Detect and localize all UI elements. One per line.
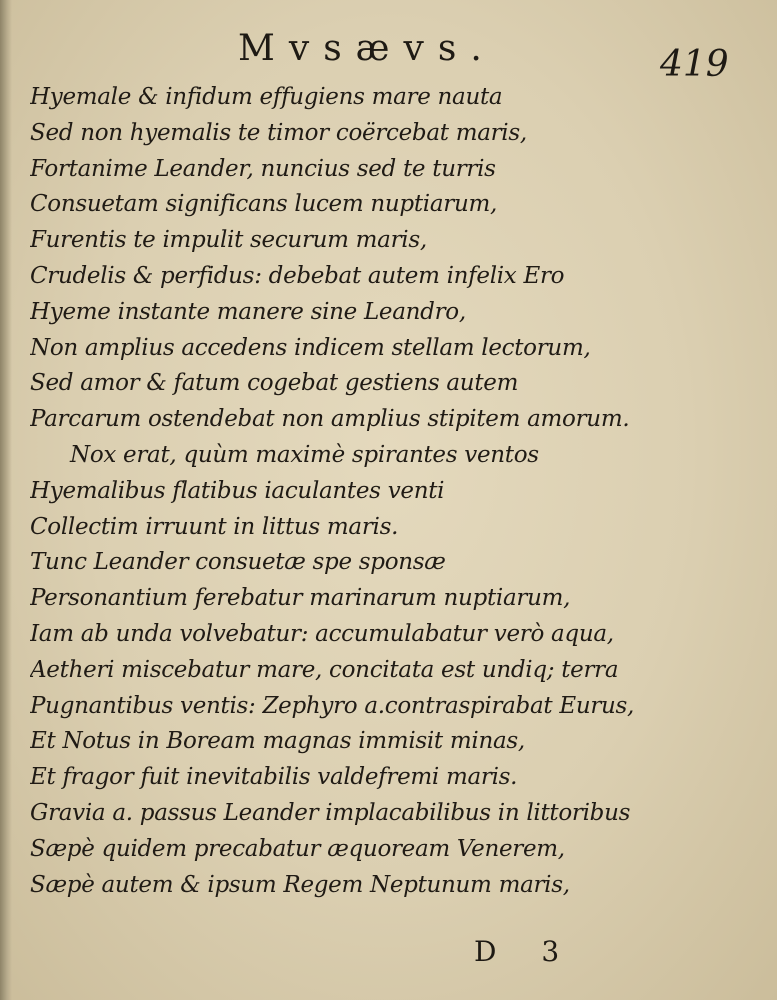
verse-line: Tunc Leander consuetæ spe sponsæ bbox=[30, 549, 446, 576]
signature-mark: D 3 bbox=[474, 935, 578, 968]
verse-line: Gravia a. passus Leander implacabilibus in littoribus bbox=[30, 799, 631, 826]
verse-line: Sed amor & fatum cogebat gestiens autem bbox=[30, 370, 519, 397]
verse-line: Fortanime Leander, nuncius sed te turris bbox=[30, 155, 496, 182]
verse-line: Furentis te impulit securum maris, bbox=[30, 227, 427, 254]
verse-line: Nox erat, quùm maximè spirantes ventos bbox=[70, 441, 539, 468]
verse-line: Sæpè autem & ipsum Regem Neptunum maris, bbox=[30, 871, 570, 898]
page-number: 419 bbox=[660, 44, 729, 85]
page-header bbox=[0, 18, 777, 88]
verse-line: Et fragor fuit inevitabilis valdefremi maris. bbox=[30, 764, 518, 791]
verse-line: Collectim irruunt in littus maris. bbox=[30, 513, 399, 540]
verse-line: Aetheri miscebatur mare, concitata est undiq; terra bbox=[30, 656, 619, 683]
verse-line: Pugnantibus ventis: Zephyro a.contraspirabat Eurus, bbox=[30, 692, 635, 719]
verse-line: Parcarum ostendebat non amplius stipitem amorum. bbox=[30, 406, 630, 433]
verse-line: Iam ab unda volvebatur: accumulabatur verò aqua, bbox=[30, 620, 614, 647]
verse-line: Crudelis & perfidus: debebat autem infelix Ero bbox=[30, 262, 565, 289]
page-binding-edge bbox=[0, 0, 12, 1000]
verse-line: Et Notus in Boream magnas immisit minas, bbox=[30, 728, 525, 755]
verse-line: Personantium ferebatur marinarum nuptiarum, bbox=[30, 585, 571, 612]
verse-line: Hyemale & infidum effugiens mare nauta bbox=[30, 84, 503, 110]
verse-text bbox=[30, 80, 750, 903]
verse-line: Sed non hyemalis te timor coërcebat maris, bbox=[30, 119, 527, 146]
verse-line: Hyemalibus flatibus iaculantes venti bbox=[30, 477, 445, 504]
running-title: Mvsævs. bbox=[238, 28, 496, 69]
verse-line: Hyeme instante manere sine Leandro, bbox=[30, 298, 466, 325]
verse-line: Non amplius accedens indicem stellam lectorum, bbox=[30, 334, 591, 361]
verse-line: Sæpè quidem precabatur æquoream Venerem, bbox=[30, 835, 565, 862]
verse-line: Consuetam significans lucem nuptiarum, bbox=[30, 191, 497, 218]
